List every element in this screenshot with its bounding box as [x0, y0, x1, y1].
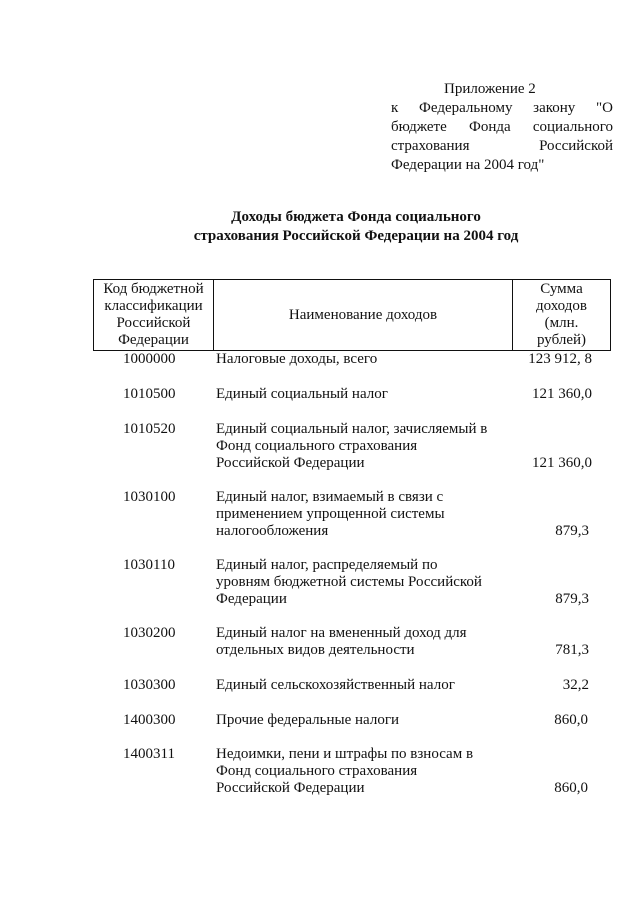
appendix-line: к Федеральному закону "О: [391, 100, 613, 116]
header-sum-label: Сумма доходов (млн. рублей): [536, 281, 587, 348]
row-sum: 121 360,0: [532, 386, 592, 402]
appendix-line: бюджете Фонда социального: [391, 119, 613, 135]
row-description: [216, 712, 506, 729]
row-sum: 121 360,0: [532, 455, 592, 471]
row-description-line: Единый налог, распределяемый по: [216, 557, 438, 573]
title-line: страхования Российской Федерации на 2004 год: [193, 228, 519, 244]
row-description-line: Федерации: [216, 591, 287, 607]
row-description: [216, 677, 506, 694]
row-code: 1400311: [123, 746, 175, 762]
row-description-line: Российской Федерации: [216, 455, 365, 471]
row-description-line: Недоимки, пени и штрафы по взносам в: [216, 746, 474, 762]
row-code: 1400300: [123, 712, 176, 728]
header-code-label: Код бюджетной классификации Российской Федерации: [103, 281, 204, 348]
row-sum: 879,3: [555, 523, 589, 539]
header-code-cell: [94, 280, 214, 350]
row-sum: 781,3: [555, 642, 589, 658]
row-description: [216, 421, 506, 472]
header-name-label: Наименование доходов: [288, 306, 438, 323]
row-description: [216, 351, 506, 368]
row-description-line: Фонд социального страхования: [216, 763, 418, 779]
appendix-line: страхования Российской: [391, 138, 613, 154]
row-code: 1030110: [123, 557, 175, 573]
row-description: [216, 625, 506, 659]
row-description: [216, 489, 506, 540]
row-description-line: Прочие федеральные налоги: [216, 712, 400, 728]
row-description-line: Единый налог на вмененный доход для: [216, 625, 467, 641]
row-code: 1030200: [123, 625, 176, 641]
row-description-line: налогообложения: [216, 523, 329, 539]
row-description-line: Единый социальный налог, зачисляемый в: [216, 421, 488, 437]
row-description: [216, 746, 506, 797]
row-description-line: уровням бюджетной системы Российской: [216, 574, 482, 590]
row-sum: 860,0: [554, 712, 588, 728]
row-description-line: Единый сельскохозяйственный налог: [216, 677, 455, 693]
row-description-line: Российской Федерации: [216, 780, 365, 796]
appendix-reference: [391, 80, 613, 175]
row-description-line: Фонд социального страхования: [216, 438, 418, 454]
row-description: [216, 386, 506, 403]
document-title: [150, 208, 562, 246]
title-line: Доходы бюджета Фонда социального: [231, 209, 481, 225]
appendix-line: Федерации на 2004 год": [391, 157, 545, 173]
row-code: 1000000: [123, 351, 176, 367]
header-name-cell: [214, 280, 513, 350]
row-description-line: Налоговые доходы, всего: [216, 351, 378, 367]
row-sum: 860,0: [554, 780, 588, 796]
appendix-heading: Приложение 2: [444, 81, 536, 97]
row-code: 1010520: [123, 421, 176, 437]
row-code: 1030300: [123, 677, 176, 693]
row-description-line: Единый налог, взимаемый в связи с: [216, 489, 444, 505]
row-code: 1030100: [123, 489, 176, 505]
header-sum-cell: [513, 280, 610, 350]
row-sum: 123 912, 8: [528, 351, 592, 367]
row-description-line: отдельных видов деятельности: [216, 642, 415, 658]
row-description: [216, 557, 506, 608]
row-code: 1010500: [123, 386, 176, 402]
row-sum: 879,3: [555, 591, 589, 607]
row-description-line: применением упрощенной системы: [216, 506, 445, 522]
row-description-line: Единый социальный налог: [216, 386, 388, 402]
table-header: [93, 279, 611, 351]
row-sum: 32,2: [562, 677, 589, 693]
